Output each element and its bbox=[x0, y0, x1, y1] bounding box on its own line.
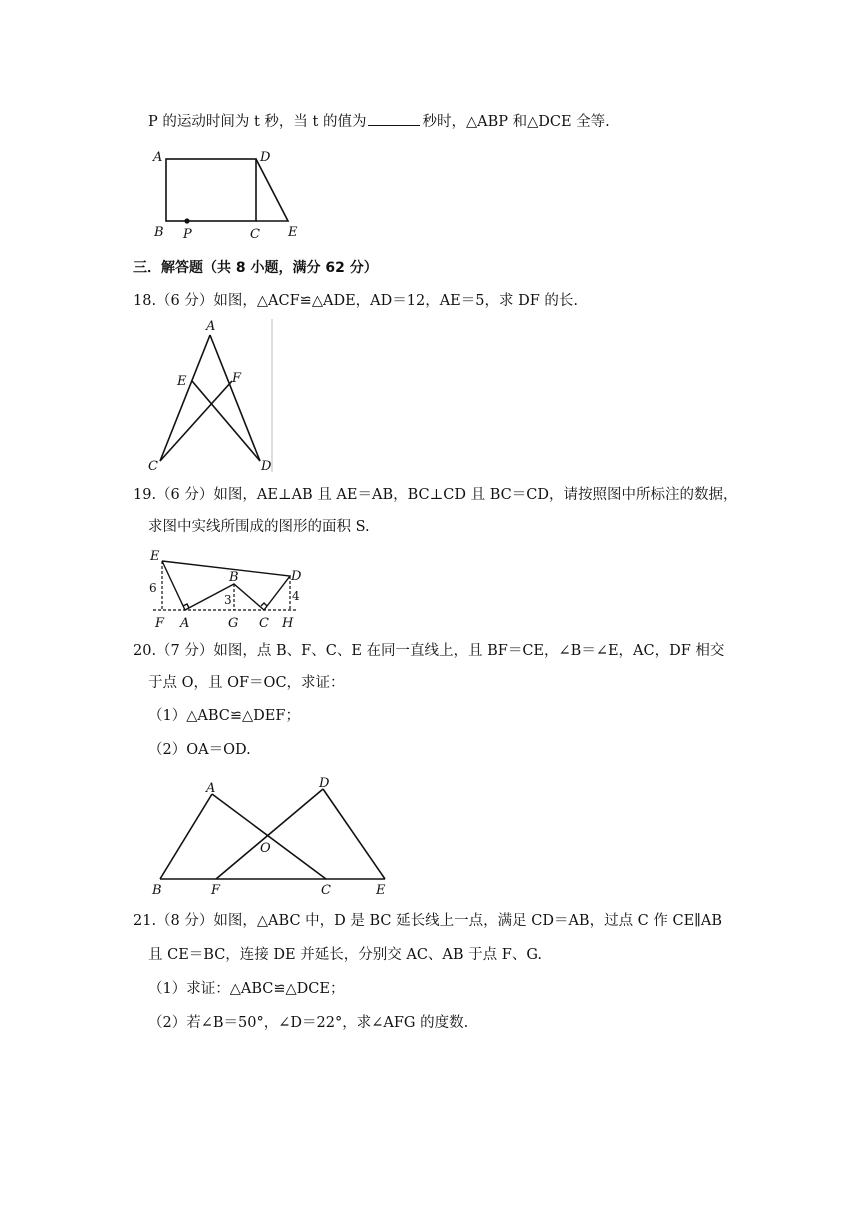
label-e: E bbox=[177, 374, 187, 389]
q20-line1: 20.（7 分）如图，点 B、F、C、E 在同一直线上，且 BF＝CE，∠B＝∠E，AC，DF 相交 bbox=[133, 643, 725, 659]
label-f: F bbox=[211, 883, 221, 898]
label-b: B bbox=[152, 883, 162, 898]
label-g: G bbox=[228, 616, 239, 631]
label-b: B bbox=[229, 570, 239, 585]
q21-line2: 且 CE＝BC，连接 DE 并延长，分别交 AC、AB 于点 F、G. bbox=[148, 947, 542, 963]
label-d: D bbox=[291, 569, 302, 584]
label-c: C bbox=[259, 616, 269, 631]
label-c: C bbox=[148, 459, 158, 474]
label-e: E bbox=[288, 225, 298, 240]
label-3: 3 bbox=[224, 593, 232, 607]
q20-part2: （2）OA＝OD. bbox=[148, 742, 251, 758]
label-e: E bbox=[376, 883, 386, 898]
figure-18 bbox=[140, 315, 290, 475]
q21-part1: （1）求证：△ABC≌△DCE； bbox=[148, 981, 345, 997]
label-f: F bbox=[232, 371, 242, 386]
label-p: P bbox=[183, 227, 192, 242]
label-a: A bbox=[153, 150, 163, 165]
label-4: 4 bbox=[292, 589, 300, 603]
q21-line1: 21.（8 分）如图，△ABC 中，D 是 BC 延长线上一点，满足 CD＝AB，过点 C 作 CE∥AB bbox=[133, 913, 722, 929]
label-d: D bbox=[261, 459, 272, 474]
label-a: A bbox=[206, 781, 216, 796]
q18-text: 18.（6 分）如图，△ACF≌△ADE，AD＝12，AE＝5，求 DF 的长. bbox=[133, 293, 578, 309]
label-d: D bbox=[260, 150, 271, 165]
figure-19 bbox=[140, 548, 310, 630]
label-h: H bbox=[282, 616, 294, 631]
point-p bbox=[184, 218, 189, 223]
segment-ed bbox=[192, 381, 260, 461]
figure-20 bbox=[140, 768, 400, 900]
answer-blank bbox=[368, 111, 420, 126]
q20-part1: （1）△ABC≌△DEF； bbox=[148, 708, 300, 724]
q17-text-part1: P 的运动时间为 t 秒，当 t 的值为 bbox=[148, 114, 367, 130]
label-o: O bbox=[260, 841, 271, 856]
q21-part2: （2）若∠B＝50°，∠D＝22°，求∠AFG 的度数. bbox=[148, 1015, 469, 1031]
segment-de bbox=[323, 789, 385, 879]
segment-ac bbox=[160, 335, 210, 461]
label-a: A bbox=[206, 319, 216, 334]
label-c: C bbox=[250, 227, 260, 242]
label-c: C bbox=[321, 883, 331, 898]
figure-17 bbox=[140, 140, 320, 250]
rectangle-abcd bbox=[166, 159, 256, 221]
q17-text bbox=[148, 111, 610, 132]
label-d: D bbox=[319, 776, 330, 791]
triangle-dce bbox=[256, 159, 288, 221]
label-a: A bbox=[180, 616, 190, 631]
q20-line2: 于点 O，且 OF＝OC，求证： bbox=[148, 675, 345, 691]
segment-ac bbox=[212, 794, 326, 879]
segment-fc bbox=[160, 381, 232, 461]
label-b: B bbox=[154, 225, 164, 240]
right-angle-c bbox=[261, 603, 267, 606]
section-heading: 三．解答题（共 8 小题，满分 62 分） bbox=[133, 260, 378, 276]
segment-ab bbox=[160, 794, 212, 879]
q19-line1: 19.（6 分）如图，AE⊥AB 且 AE＝AB，BC⊥CD 且 BC＝CD，请按照图中所标注的数据， bbox=[133, 487, 738, 503]
label-f: F bbox=[155, 616, 165, 631]
label-e: E bbox=[150, 549, 160, 564]
q19-line2: 求图中实线所围成的图形的面积 S. bbox=[148, 519, 370, 535]
label-6: 6 bbox=[149, 581, 157, 595]
q17-text-part2: 秒时，△ABP 和△DCE 全等. bbox=[422, 114, 610, 130]
